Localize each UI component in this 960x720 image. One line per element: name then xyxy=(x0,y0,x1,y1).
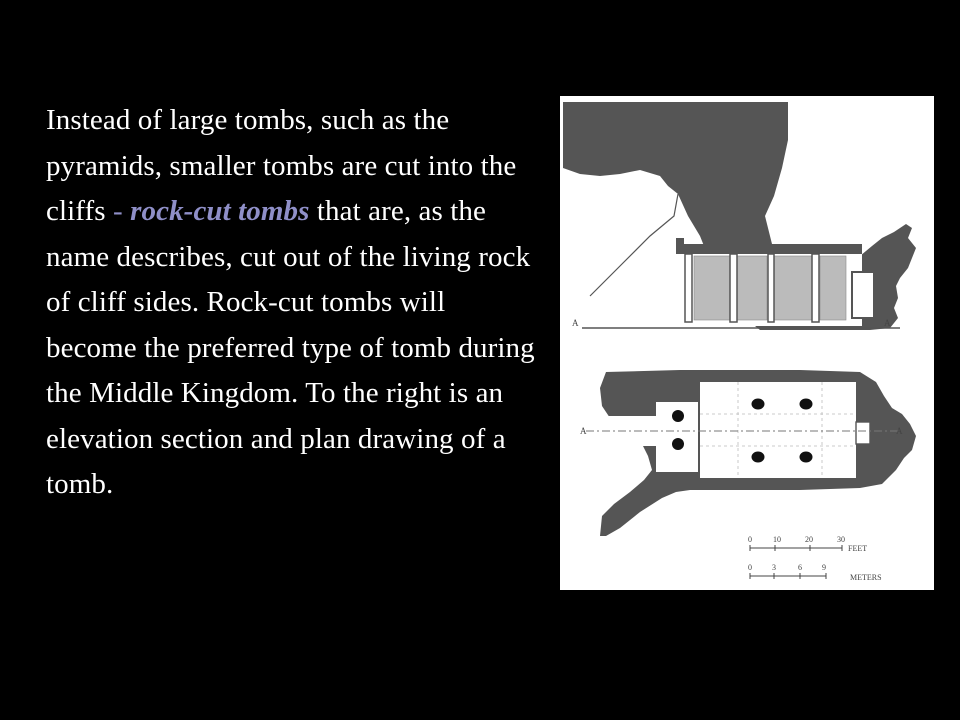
section-marker-right: A xyxy=(884,318,891,328)
section-marker-left: A xyxy=(572,318,579,328)
scale-bar-meters xyxy=(748,563,882,582)
tomb-drawing-figure xyxy=(560,96,934,590)
meters-tick-6: 6 xyxy=(798,563,802,572)
feet-tick-20: 20 xyxy=(805,535,813,544)
feet-tick-0: 0 xyxy=(748,535,752,544)
meters-tick-3: 3 xyxy=(772,563,776,572)
plan-shrine xyxy=(856,422,870,444)
elevation-section xyxy=(563,102,916,330)
feet-tick-30: 30 xyxy=(837,535,845,544)
feet-tick-10: 10 xyxy=(773,535,781,544)
plan-marker-right: A xyxy=(896,426,903,436)
meters-tick-9: 9 xyxy=(822,563,826,572)
plan-view xyxy=(580,370,916,536)
tomb-drawing xyxy=(560,96,934,590)
architrave xyxy=(680,244,862,254)
meters-tick-0: 0 xyxy=(748,563,752,572)
body-paragraph xyxy=(46,98,536,508)
slope-line xyxy=(590,194,678,296)
feet-unit: FEET xyxy=(848,544,868,553)
facade-edge xyxy=(676,238,684,254)
plan-hall xyxy=(700,382,856,478)
term-rock-cut-tombs: rock-cut tombs xyxy=(130,195,310,227)
meters-unit: METERS xyxy=(850,573,882,582)
shrine-niche xyxy=(852,272,874,318)
paragraph-intro: Instead of large tombs, such as the pyramids, smaller tombs are cut into the cliffs xyxy=(46,104,517,227)
plan-marker-left: A xyxy=(580,426,587,436)
paragraph-continuation: that are, as the name describes, cut out of the living rock of cliff sides. Rock-cut tombs will become the preferred type of tomb during the Middle Kingdom. To the right is an elevation section and plan drawing of a tomb. xyxy=(46,195,535,500)
paragraph-dash: - xyxy=(113,195,131,227)
scale-bar-feet xyxy=(748,535,867,553)
